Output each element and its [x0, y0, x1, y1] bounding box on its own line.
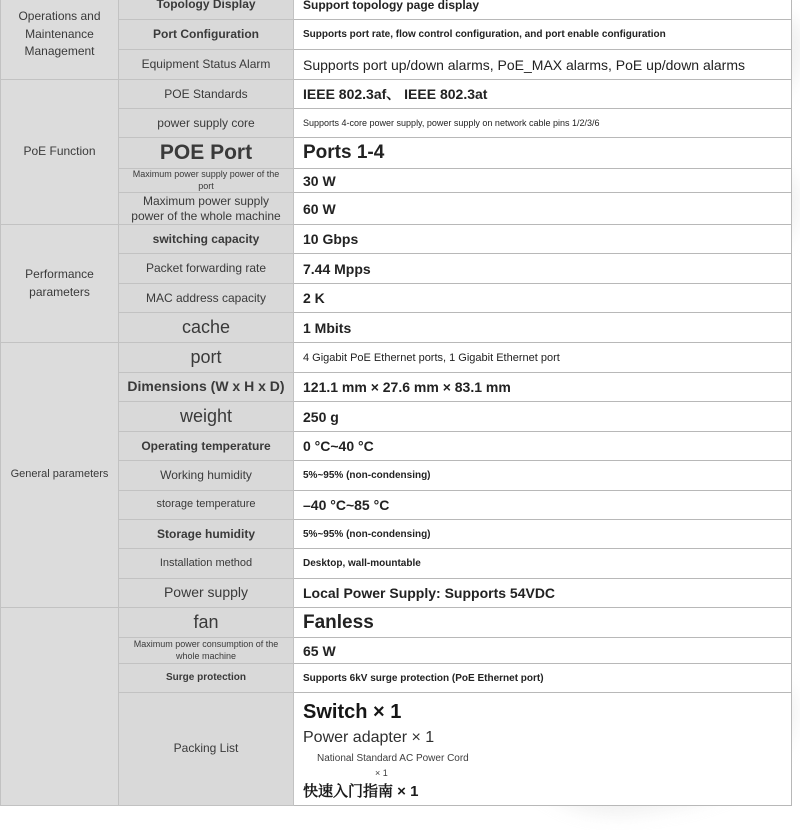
param-name-installation-method: Installation method	[119, 549, 294, 579]
table-row	[1, 432, 792, 461]
param-value-cache: 1 Mbits	[294, 313, 792, 343]
table-row	[1, 80, 792, 109]
param-value-packing-list	[294, 693, 792, 806]
param-value-power-supply: Local Power Supply: Supports 54VDC	[294, 579, 792, 608]
param-value-operating-temperature: 0 °C~40 °C	[294, 432, 792, 461]
packing-item-power-adapter: Power adapter × 1	[303, 729, 435, 746]
param-value-storage-temperature: –40 °C~85 °C	[294, 491, 792, 520]
param-name-packing-list: Packing List	[119, 693, 294, 806]
group-label-operations-maintenance: Operations and Maintenance Management	[1, 0, 119, 80]
param-name-port: port	[119, 343, 294, 373]
table-row	[1, 491, 792, 520]
param-value-topology-display: Support topology page display	[294, 0, 792, 20]
param-value-max-power-per-port: 30 W	[294, 169, 792, 193]
table-row	[1, 664, 792, 693]
param-name-working-humidity: Working humidity	[119, 461, 294, 491]
param-name-equipment-status-alarm: Equipment Status Alarm	[119, 50, 294, 80]
param-value-max-power-consumption: 65 W	[294, 638, 792, 664]
param-value-weight: 250 g	[294, 402, 792, 432]
packing-item-ac-power-cord-qty: × 1	[375, 767, 388, 778]
param-value-mac-address-capacity: 2 K	[294, 284, 792, 313]
table-row	[1, 193, 792, 225]
table-row	[1, 50, 792, 80]
param-name-port-configuration: Port Configuration	[119, 20, 294, 50]
param-name-surge-protection: Surge protection	[119, 664, 294, 693]
group-label-general-parameters: General parameters	[1, 343, 119, 608]
param-name-storage-humidity: Storage humidity	[119, 520, 294, 549]
table-row	[1, 284, 792, 313]
packing-item-switch: Switch × 1	[303, 701, 402, 723]
param-name-fan: fan	[119, 608, 294, 638]
table-row	[1, 169, 792, 193]
table-row	[1, 549, 792, 579]
param-name-weight: weight	[119, 402, 294, 432]
group-label-other	[1, 608, 119, 806]
table-row	[1, 608, 792, 638]
table-row	[1, 138, 792, 169]
param-value-installation-method: Desktop, wall-mountable	[294, 549, 792, 579]
param-value-dimensions: 121.1 mm × 27.6 mm × 83.1 mm	[294, 373, 792, 402]
param-value-poe-standards: IEEE 802.3af、 IEEE 802.3at	[294, 80, 792, 109]
packing-item-quick-start-guide: 快速入门指南 × 1	[303, 783, 419, 801]
group-label-poe-function: PoE Function	[1, 80, 119, 225]
param-value-working-humidity: 5%~95% (non-condensing)	[294, 461, 792, 491]
table-row	[1, 461, 792, 491]
param-value-port-configuration: Supports port rate, flow control configuration, and port enable configuration	[294, 20, 792, 50]
param-name-operating-temperature: Operating temperature	[119, 432, 294, 461]
param-value-storage-humidity: 5%~95% (non-condensing)	[294, 520, 792, 549]
param-value-power-supply-core: Supports 4-core power supply, power supply on network cable pins 1/2/3/6	[294, 109, 792, 138]
param-name-power-supply: Power supply	[119, 579, 294, 608]
table-row	[1, 313, 792, 343]
table-row	[1, 579, 792, 608]
param-name-dimensions: Dimensions (W x H x D)	[119, 373, 294, 402]
param-name-storage-temperature: storage temperature	[119, 491, 294, 520]
table-row	[1, 109, 792, 138]
table-row	[1, 254, 792, 284]
param-name-max-power-whole-machine: Maximum power supply power of the whole machine	[119, 193, 294, 225]
param-name-switching-capacity: switching capacity	[119, 225, 294, 254]
param-value-equipment-status-alarm: Supports port up/down alarms, PoE_MAX alarms, PoE up/down alarms	[294, 50, 792, 80]
param-name-mac-address-capacity: MAC address capacity	[119, 284, 294, 313]
table-row	[1, 520, 792, 549]
param-name-topology-display: Topology Display	[119, 0, 294, 20]
packing-item-ac-power-cord: National Standard AC Power Cord	[317, 752, 469, 764]
table-row	[1, 638, 792, 664]
table-row	[1, 20, 792, 50]
table-row	[1, 373, 792, 402]
table-row	[1, 402, 792, 432]
param-value-fan: Fanless	[294, 608, 792, 638]
param-name-cache: cache	[119, 313, 294, 343]
param-name-max-power-per-port: Maximum power supply power of the port	[119, 169, 294, 193]
param-name-poe-standards: POE Standards	[119, 80, 294, 109]
param-value-surge-protection: Supports 6kV surge protection (PoE Ethernet port)	[294, 664, 792, 693]
group-label-performance-parameters: Performance parameters	[1, 225, 119, 343]
param-name-max-power-consumption: Maximum power consumption of the whole machine	[119, 638, 294, 664]
table-row	[1, 225, 792, 254]
param-value-packet-forwarding-rate: 7.44 Mpps	[294, 254, 792, 284]
table-row	[1, 693, 792, 806]
param-name-power-supply-core: power supply core	[119, 109, 294, 138]
table-row	[1, 343, 792, 373]
param-name-packet-forwarding-rate: Packet forwarding rate	[119, 254, 294, 284]
param-value-switching-capacity: 10 Gbps	[294, 225, 792, 254]
table-row	[1, 0, 792, 20]
param-value-port: 4 Gigabit PoE Ethernet ports, 1 Gigabit Ethernet port	[294, 343, 792, 373]
param-name-poe-port: POE Port	[119, 138, 294, 169]
param-value-max-power-whole-machine: 60 W	[294, 193, 792, 225]
param-value-poe-port: Ports 1-4	[294, 138, 792, 169]
